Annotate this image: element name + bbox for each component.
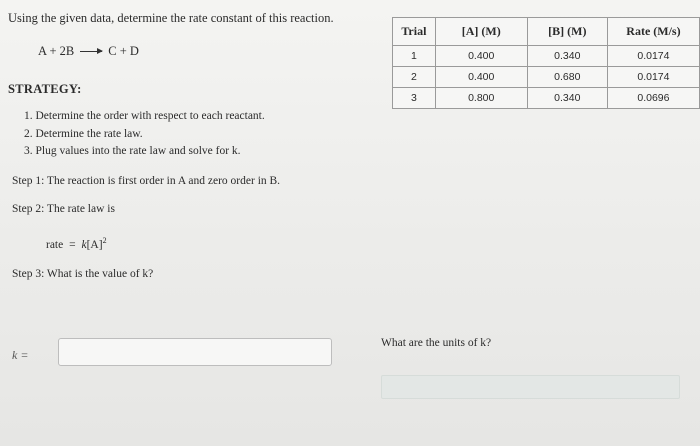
rate-law-lhs: rate (46, 238, 64, 251)
step-2-text: Step 2: The rate law is (12, 203, 115, 215)
units-select[interactable] (381, 375, 680, 399)
table-header-row (393, 18, 700, 46)
strategy-step-1: 1. Determine the order with respect to each reactant. (24, 110, 265, 122)
column-header-trial: Trial (393, 18, 436, 46)
rate-law-equals: = (69, 238, 76, 251)
table-cell-trial: 2 (393, 67, 436, 88)
reaction-products: C + D (108, 44, 139, 58)
units-question: What are the units of k? (381, 337, 492, 349)
rate-law-exponent: 2 (102, 236, 107, 245)
strategy-steps (24, 108, 265, 161)
step-1-text: Step 1: The reaction is first order in A and zero order in B. (12, 175, 281, 187)
table-cell-a: 0.800 (435, 88, 527, 109)
column-header-a: [A] (M) (435, 18, 527, 46)
reaction-reactants: A + 2B (38, 44, 75, 58)
rate-data-table (392, 17, 700, 109)
table-cell-a: 0.400 (435, 67, 527, 88)
rate-law-concentration: [A] (86, 238, 103, 251)
table-cell-a: 0.400 (435, 46, 527, 67)
strategy-heading: STRATEGY: (8, 82, 82, 96)
table-cell-rate: 0.0174 (607, 67, 699, 88)
table-cell-rate: 0.0696 (607, 88, 699, 109)
step-3-text: Step 3: What is the value of k? (12, 268, 154, 280)
table-cell-rate: 0.0174 (607, 46, 699, 67)
table-row (393, 88, 700, 109)
table-cell-b: 0.340 (527, 46, 607, 67)
rate-law-k: k (81, 238, 87, 251)
k-label: k = (12, 348, 29, 362)
strategy-step-3: 3. Plug values into the rate law and solve for k. (24, 145, 241, 157)
table-cell-b: 0.680 (527, 67, 607, 88)
rate-law (46, 236, 107, 251)
table-cell-trial: 3 (393, 88, 436, 109)
table-row (393, 67, 700, 88)
table-cell-b: 0.340 (527, 88, 607, 109)
question-text: Using the given data, determine the rate constant of this reaction. (8, 11, 334, 25)
reaction-equation (38, 44, 139, 59)
column-header-b: [B] (M) (527, 18, 607, 46)
table-cell-trial: 1 (393, 46, 436, 67)
strategy-step-2: 2. Determine the rate law. (24, 127, 143, 140)
table-row (393, 46, 700, 67)
column-header-rate: Rate (M/s) (607, 18, 699, 46)
reaction-arrow-icon (80, 51, 102, 52)
k-value-input[interactable] (58, 338, 332, 366)
